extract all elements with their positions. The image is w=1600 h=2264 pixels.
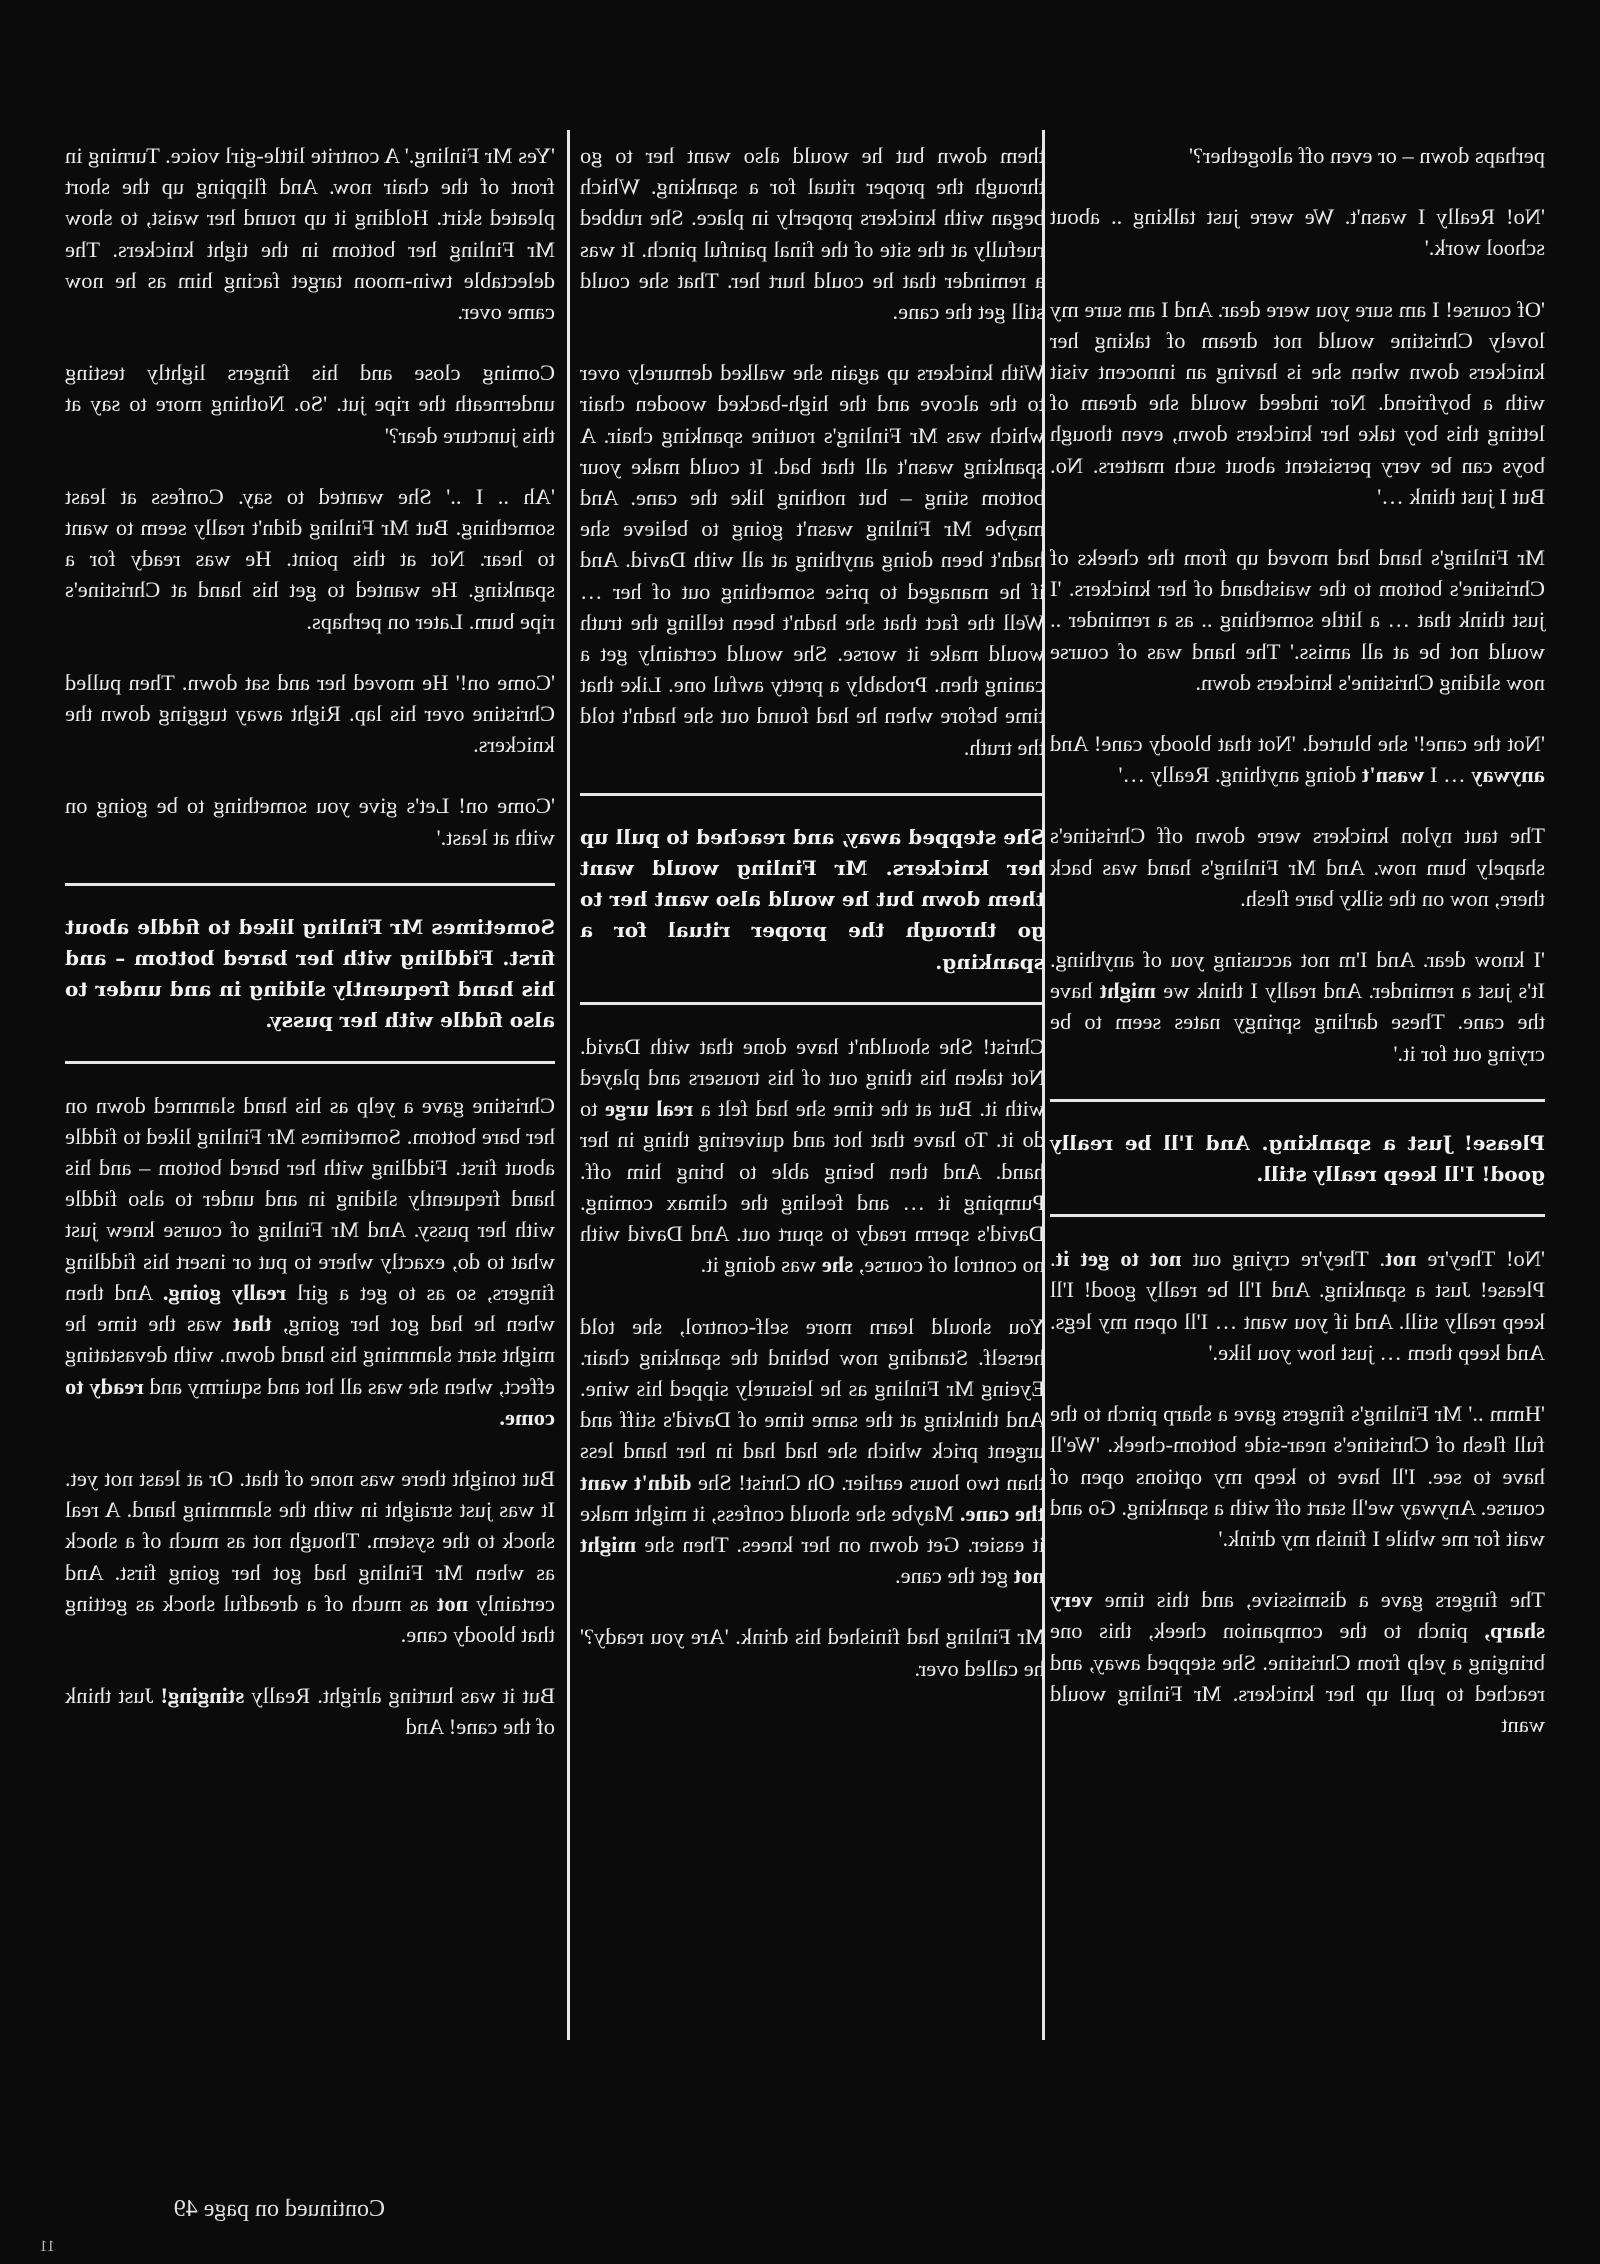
column-right [1050, 140, 1545, 1770]
paragraph: 'Come on!' He moved her and sat down. Then pulled Christine over his lap. Right away tugging down the knickers. [65, 669, 555, 758]
pull-quote: Please! Just a spanking. And I'll be really good! I'll keep really still. [1050, 1130, 1545, 1187]
paragraph: Coming close and his fingers lightly testing underneath the ripe jut. 'So. Nothing more to say at this juncture dear?' [65, 360, 555, 448]
paragraph: The fingers gave a dismissive, and this time very sharp, pinch to the companion cheek, this one bringing a yelp from Christine. She stepped away, and reached to pull up her knickers. Mr Finling would want [1050, 1587, 1545, 1737]
pull-quote-rule [65, 1061, 555, 1064]
paragraph: Mr Finling had finished his drink. 'Are you ready?' he called over. [580, 1624, 1045, 1681]
continued-footer [55, 2196, 385, 2223]
paragraph: The taut nylon knickers were down off Christine's shapely bum now. And Mr Finling's hand was back there, now on the silky bare flesh. [1050, 823, 1545, 911]
paragraph: perhaps down – or even off altogether?' [1188, 143, 1545, 168]
paragraph: Christine gave a yelp as his hand slammed down on her bare bottom. Sometimes Mr Finling liked to fiddle about first. Fiddling with her bared bottom – and his hand frequently sliding in and under to also fiddle with her pussy. And Mr Finling of course knew just what to do, exactly where to put or insert his fiddling fingers, so as to get a girl really going. And then when he had got her going, that was the time he might start slamming his hand down. with devastating effect, when she was all hot and squirmy and ready to come. [64, 1092, 555, 1430]
column-rule [567, 130, 570, 2040]
paragraph: Christ! She shouldn't have done that with David. Not taken his thing out of his trousers and played with it. But at the time she had felt a real urge to do it. To have that hot and quivering thing in her hand. And then being able to bring him off. Pumping it … and feeling the climax coming. David's sperm ready to spurt out. And David with no control of course, she was doing it. [580, 1033, 1045, 1278]
paragraph: 'Of course! I am sure you were dear. And I am sure my lovely Christine would not dream of taking her knickers down when she is having an innocent visit with a boyfriend. Nor indeed would she dream of letting this boy take her knickers down, even though boys can be very persistent about such matters. No. But I just think …' [1050, 296, 1545, 509]
paragraph: 'Not the cane!' she blurted. 'Not that bloody cane! And anyway … I wasn't doing anything. Really …' [1050, 731, 1545, 788]
paragraph: You should learn more self-control, she told herself. Standing now behind the spanking chair. Eyeing Mr Finling as he leisurely sipped his wine. And thinking at the same time of David's stiff and urgent prick which she had had in her hand less than two hours earlier. Oh Christ! She didn't want the cane. Maybe she should confess, it might make it easier. Get down on her knees. Then she might not get the cane. [580, 1313, 1045, 1589]
pull-quote: She stepped away, and reached to pull up her knickers. Mr Finling would want them down but he would also want her to go through the proper ritual for a spanking. [580, 824, 1045, 974]
paragraph: 'Come on! Let's give you something to be going on with at least.' [65, 793, 555, 850]
paragraph: them down but he would also want her to go through the proper ritual for a spanking. Which began with knickers properly in place. She rubbed ruefully at the site of the final painful pinch. It was a reminder that he could hurt her. That she could still get the cane. [580, 143, 1045, 325]
column-left [65, 140, 555, 1773]
paragraph: 'No! They're not. They're crying out not to get it. Please! Just a spanking. And I'll be really good! I'll keep really still. And if you want … I'll open my legs. And keep them … just how you like.' [1050, 1246, 1545, 1365]
paragraph: 'Hmm ..' Mr Finling's fingers gave a sharp pinch to the full flesh of Christine's near-side bottom-cheek. 'We'll have to see. I'll have to keep my options open of course. Anyway we'll start off with a spanking. Go and wait for me while I finish my drink.' [1050, 1401, 1545, 1551]
pull-quote: Sometimes Mr Finling liked to fiddle about first. Fiddling with her bared bottom – and his hand frequently sliding in and under to also fiddle with her pussy. [65, 914, 555, 1033]
page-number: 49 [173, 2196, 198, 2222]
paragraph: But it was hurting alright. Really stinging! Just think of the cane! And [65, 1683, 555, 1740]
pull-quote-rule [580, 793, 1045, 796]
page-edge-mark: 11 [39, 2238, 55, 2255]
pull-quote-rule [580, 1002, 1045, 1005]
pull-quote-rule [1050, 1099, 1545, 1102]
paragraph: 'Ah .. I ..' She wanted to say. Confess at least something. But Mr Finling didn't really seem to want to hear. Not at this point. He was ready for a spanking. He wanted to get his hand at Christine's ripe bum. Later on perhaps. [65, 483, 555, 634]
paragraph: 'I know dear. And I'm not accusing you of anything. It's just a reminder. And really I think we might have the cane. These darling springy nates seem to be crying out for it.' [1050, 947, 1545, 1066]
pull-quote-rule [65, 883, 555, 886]
paragraph: But tonight there was none of that. Or at least not yet. It was just straight in with the slamming hand. A real shock to the system. Though not as much of a shock as when Mr Finling had got her going first. And certainly not as much of a dreadful shock as getting that bloody cane. [65, 1465, 555, 1647]
paragraph: With knickers up again she walked demurely over to the alcove and the high-backed wooden chair which was Mr Finling's routine spanking chair. A spanking wasn't all that bad. It could make your bottom sting – but nothing like the cane. And maybe Mr Finling wasn't going to believe she hadn't been doing anything at all with David. And if he managed to prise something out of her … Well the fact that she hadn't been telling the truth would make it worse. She would certainly get a caning then. Probably a pretty awful one. Like that time before when he had found out she hadn't told the truth. [580, 360, 1045, 760]
paragraph: 'Yes Mr Finling.' A contrite little-girl voice. Turning in front of the chair now. And flipping up the short pleated skirt. Holding it up round her waist, to show Mr Finling her bottom in the tight knickers. The delectable twin-moon target facing him as he now came over. [65, 143, 555, 325]
column-middle [580, 140, 1045, 1714]
continued-label: Continued on page [203, 2196, 385, 2222]
paragraph: 'No! Really I wasn't. We were just talking .. about school work.' [1050, 204, 1545, 261]
paragraph: Mr Finling's hand had moved up from the cheeks of Christine's bottom to the waistband of her knickers. 'I just think that … a little something .. as a reminder .. would not be at all amiss.' The hand was of course now sliding Christine's knickers down. [1050, 545, 1545, 695]
pull-quote-rule [1050, 1214, 1545, 1217]
